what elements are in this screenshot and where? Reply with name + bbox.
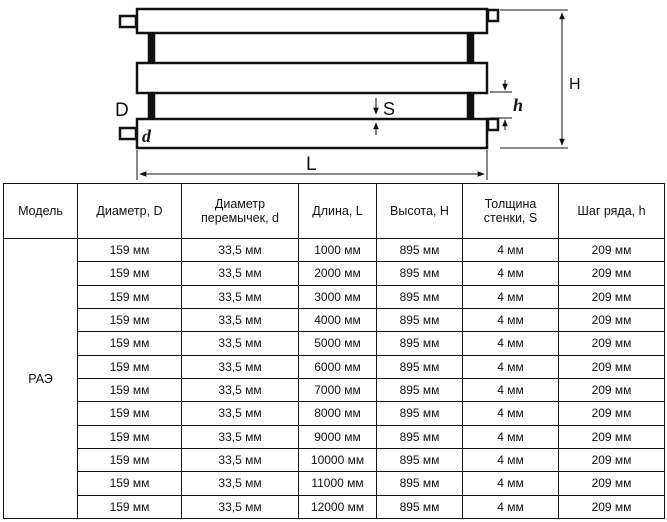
cell-wall-thickness: 4 мм	[463, 239, 559, 262]
cell-height: 895 мм	[377, 332, 463, 355]
header-jumper-diameter: Диаметр перемычек, d	[182, 184, 299, 239]
cell-diameter: 159 мм	[78, 448, 182, 471]
table-row	[4, 402, 665, 425]
cell-diameter: 159 мм	[78, 402, 182, 425]
cell-diameter: 159 мм	[78, 425, 182, 448]
cell-row-pitch: 209 мм	[559, 262, 665, 285]
cell-wall-thickness: 4 мм	[463, 495, 559, 518]
cell-wall-thickness: 4 мм	[463, 262, 559, 285]
cell-jumper-diameter: 33,5 мм	[182, 402, 299, 425]
cell-wall-thickness: 4 мм	[463, 355, 559, 378]
cell-height: 895 мм	[377, 472, 463, 495]
cell-diameter: 159 мм	[78, 285, 182, 308]
jumper-left-1	[149, 34, 154, 62]
cell-row-pitch: 209 мм	[559, 239, 665, 262]
nozzle-bottom-right	[488, 119, 498, 130]
header-length: Длина, L	[299, 184, 377, 239]
cell-jumper-diameter: 33,5 мм	[182, 239, 299, 262]
cell-length: 2000 мм	[299, 262, 377, 285]
radiator-diagram	[0, 0, 667, 183]
cell-diameter: 159 мм	[78, 308, 182, 331]
table-row	[4, 262, 665, 285]
cell-diameter: 159 мм	[78, 495, 182, 518]
jumper-right-1	[468, 34, 473, 62]
cell-jumper-diameter: 33,5 мм	[182, 332, 299, 355]
cell-length: 12000 мм	[299, 495, 377, 518]
cell-height: 895 мм	[377, 285, 463, 308]
nozzle-top-left	[120, 16, 136, 27]
cell-height: 895 мм	[377, 448, 463, 471]
cell-jumper-diameter: 33,5 мм	[182, 425, 299, 448]
cell-height: 895 мм	[377, 495, 463, 518]
jumper-left-2	[149, 94, 154, 118]
label-row-pitch: h	[513, 95, 524, 115]
table-row	[4, 332, 665, 355]
cell-length: 9000 мм	[299, 425, 377, 448]
nozzle-top-right	[488, 10, 498, 21]
label-height: H	[569, 76, 581, 93]
specs-table	[3, 183, 665, 519]
cell-row-pitch: 209 мм	[559, 308, 665, 331]
table-row	[4, 355, 665, 378]
cell-diameter: 159 мм	[78, 239, 182, 262]
cell-diameter: 159 мм	[78, 262, 182, 285]
cell-length: 11000 мм	[299, 472, 377, 495]
table-row	[4, 308, 665, 331]
cell-height: 895 мм	[377, 355, 463, 378]
table-row	[4, 239, 665, 262]
pipe-section-top	[137, 9, 487, 33]
cell-row-pitch: 209 мм	[559, 285, 665, 308]
cell-row-pitch: 209 мм	[559, 332, 665, 355]
cell-wall-thickness: 4 мм	[463, 425, 559, 448]
cell-row-pitch: 209 мм	[559, 355, 665, 378]
jumper-right-2	[468, 94, 473, 118]
cell-jumper-diameter: 33,5 мм	[182, 472, 299, 495]
label-length: L	[306, 154, 317, 175]
table-row	[4, 425, 665, 448]
cell-height: 895 мм	[377, 308, 463, 331]
cell-jumper-diameter: 33,5 мм	[182, 495, 299, 518]
table-row	[4, 495, 665, 518]
cell-row-pitch: 209 мм	[559, 402, 665, 425]
cell-jumper-diameter: 33,5 мм	[182, 262, 299, 285]
cell-jumper-diameter: 33,5 мм	[182, 308, 299, 331]
cell-height: 895 мм	[377, 378, 463, 401]
cell-diameter: 159 мм	[78, 378, 182, 401]
cell-diameter: 159 мм	[78, 332, 182, 355]
cell-diameter: 159 мм	[78, 355, 182, 378]
table-body	[4, 239, 665, 519]
table-row	[4, 285, 665, 308]
header-wall-thickness: Толщина стенки, S	[463, 184, 559, 239]
cell-row-pitch: 209 мм	[559, 495, 665, 518]
cell-diameter: 159 мм	[78, 472, 182, 495]
cell-jumper-diameter: 33,5 мм	[182, 285, 299, 308]
cell-length: 8000 мм	[299, 402, 377, 425]
cell-wall-thickness: 4 мм	[463, 285, 559, 308]
header-row-pitch: Шаг ряда, h	[559, 184, 665, 239]
cell-model: РАЭ	[4, 239, 78, 519]
label-jumper-diameter: d	[142, 126, 151, 146]
cell-length: 7000 мм	[299, 378, 377, 401]
cell-row-pitch: 209 мм	[559, 448, 665, 471]
cell-length: 6000 мм	[299, 355, 377, 378]
table-row	[4, 378, 665, 401]
cell-jumper-diameter: 33,5 мм	[182, 448, 299, 471]
cell-row-pitch: 209 мм	[559, 378, 665, 401]
cell-length: 3000 мм	[299, 285, 377, 308]
cell-length: 1000 мм	[299, 239, 377, 262]
cell-row-pitch: 209 мм	[559, 425, 665, 448]
cell-row-pitch: 209 мм	[559, 472, 665, 495]
cell-wall-thickness: 4 мм	[463, 448, 559, 471]
cell-height: 895 мм	[377, 239, 463, 262]
label-diameter: D	[115, 100, 129, 121]
nozzle-bottom-left	[120, 128, 136, 139]
cell-length: 5000 мм	[299, 332, 377, 355]
cell-wall-thickness: 4 мм	[463, 402, 559, 425]
pipe-section-upper-middle	[137, 63, 487, 93]
cell-height: 895 мм	[377, 425, 463, 448]
header-model: Модель	[4, 184, 78, 239]
cell-wall-thickness: 4 мм	[463, 378, 559, 401]
table-row	[4, 472, 665, 495]
table-header-row	[4, 184, 665, 239]
header-height: Высота, H	[377, 184, 463, 239]
cell-wall-thickness: 4 мм	[463, 472, 559, 495]
cell-wall-thickness: 4 мм	[463, 308, 559, 331]
cell-length: 4000 мм	[299, 308, 377, 331]
cell-height: 895 мм	[377, 402, 463, 425]
cell-jumper-diameter: 33,5 мм	[182, 378, 299, 401]
header-diameter: Диаметр, D	[78, 184, 182, 239]
cell-length: 10000 мм	[299, 448, 377, 471]
pipe-section-bottom	[137, 119, 487, 148]
label-wall-thickness: S	[383, 99, 396, 119]
table-row	[4, 448, 665, 471]
cell-wall-thickness: 4 мм	[463, 332, 559, 355]
cell-jumper-diameter: 33,5 мм	[182, 355, 299, 378]
cell-height: 895 мм	[377, 262, 463, 285]
